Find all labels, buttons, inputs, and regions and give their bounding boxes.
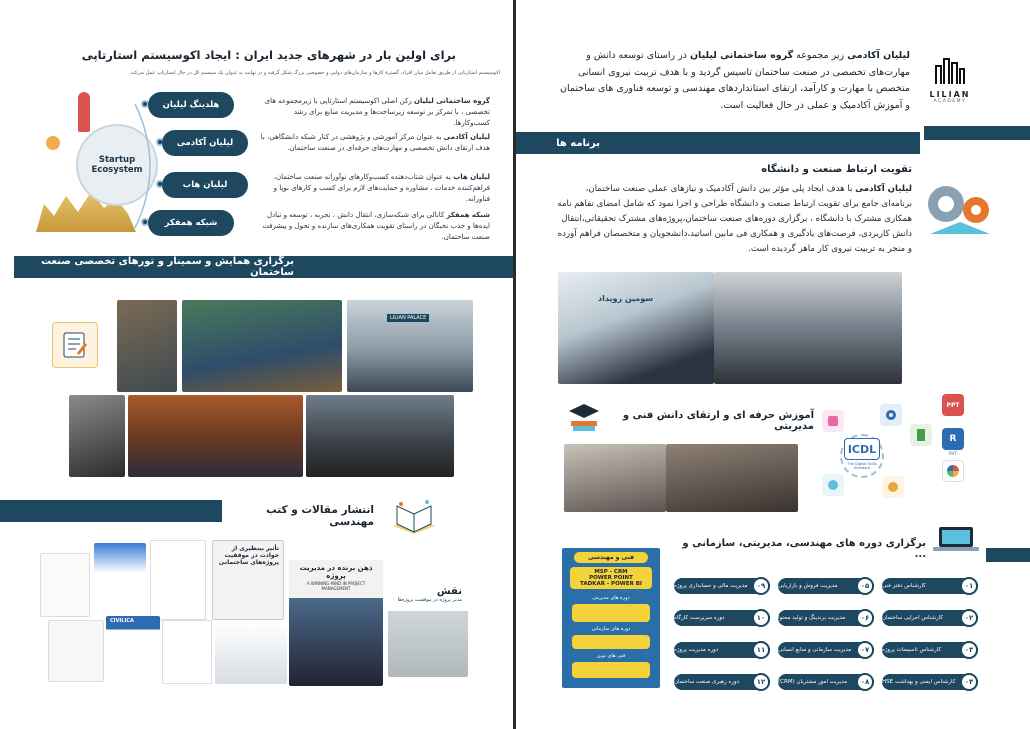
doc-article-page-3 [215, 622, 287, 684]
course-pill [778, 578, 874, 594]
document-icon [910, 424, 932, 446]
icdl-sub: The Digital Skills Standard [847, 462, 877, 470]
course-number: ۰۲ [960, 609, 978, 627]
intro-bold-2: گروه ساختمانی لیلیان [689, 50, 794, 61]
doc-civilica [106, 616, 160, 684]
revit-label: R [949, 434, 957, 444]
cover-article-1 [212, 540, 284, 620]
articles-section-title: انتشار مقالات و کتب مهندسی [266, 504, 374, 528]
book-icon [386, 494, 442, 538]
desc-bold: لیلیان آکادمی [443, 133, 490, 141]
intro-text-1: زیر مجموعه [796, 50, 845, 61]
cover-role [388, 583, 468, 677]
ecosystem-desc-network [258, 210, 490, 243]
programs-bar [516, 132, 920, 154]
photo-construction-site [117, 300, 177, 392]
cover-subtitle: مدیر پروژه در موفقیت پروژه‌ها [397, 597, 462, 603]
course-pill [674, 578, 770, 594]
course-number: ۰۴ [960, 673, 978, 691]
doc-journal [94, 543, 146, 617]
course-pill [778, 642, 874, 658]
ecosystem-subtitle: اکوسیستم استارتاپی از طریق تعامل میان افراد، گسترهٔ کارها و سازمان‌های دولتی و خصوصی بزرگ شکل گرفته و در نهایت به عنوان یک سیستم کل در حال استارتاپ عمل می‌کند. [129, 70, 500, 76]
course-label: دوره رهبری صنعت ساختمان [674, 679, 740, 685]
course-label: کارشناس اجرایی ساختمان [882, 615, 943, 621]
gear-icon [880, 404, 902, 426]
desc-bold: لیلیان هاب [453, 173, 490, 181]
powerpoint-label: PPT [946, 401, 960, 409]
poster-software-item: TADKAR - POWER BI [580, 581, 642, 587]
doc-certificate [40, 553, 90, 617]
icdl-icon [844, 438, 880, 460]
gears-icon [918, 176, 1002, 240]
courses-poster [562, 548, 660, 688]
ecosystem-center-label: Startup Ecosystem [91, 155, 143, 175]
pill-academy: لیلیان آکادمی [162, 130, 248, 156]
course-number: ۰۱ [960, 577, 978, 595]
photo-building-palace [347, 300, 473, 392]
intro-bold-1: لیلیان آکادمی [847, 50, 910, 61]
desc-text: به عنوان مرکز آموزشی و پژوهشی در کنار شبکه دانشگاهی، با هدف ارتقای دانش تخصصی و مهارت‌های حرفه‌ای در صنعت ساختمان. [260, 133, 490, 152]
course-number: ۰۶ [856, 609, 874, 627]
desc-text: به عنوان شتاب‌دهنده کسب‌وکارهای نوآورانه صنعت ساختمان، فراهم‌کننده خدمات ، مشاوره و حمایت‌های لازم برای کسب و کارهای نوپا و فناورانه. [273, 173, 490, 203]
photo-award-ceremony [182, 300, 342, 392]
cover-title: CIVILICA [110, 618, 134, 624]
section-industry-university-body [556, 182, 912, 257]
logo-sub: ACADEMY [933, 99, 967, 104]
course-pill [674, 642, 770, 658]
poster-org: دوره های سازمانی [591, 626, 631, 632]
photo-site-tour [306, 395, 454, 477]
course-label: کارشناس تاسیسات پروژه [882, 647, 942, 653]
poster-mid: دوره های مدیریتی [592, 595, 630, 601]
logo-accent-bar [924, 126, 1030, 140]
cover-title: ذهن برنده در مدیریت پروژه [299, 564, 373, 580]
graduation-books-icon [564, 398, 604, 434]
poster-mid-box [572, 604, 650, 622]
course-number: ۰۸ [856, 673, 874, 691]
ecosystem-desc-holding [258, 96, 490, 129]
programs-bar-title: برنامه ها [556, 137, 600, 149]
course-number: ۰۷ [856, 641, 874, 659]
icdl-label: ICDL [847, 442, 877, 456]
building-sign: LILIAN PALACE [387, 314, 429, 322]
cover-winning-mind [289, 560, 383, 686]
articles-section-bar-left [0, 500, 222, 522]
poster-tech-box [572, 662, 650, 678]
poster-org-box [572, 635, 650, 649]
ecosystem-desc-hub [258, 172, 490, 205]
course-label: مدیریت سازمانی و منابع انسانی [778, 647, 852, 653]
course-label: دوره مدیریت پروژه [674, 647, 719, 653]
poster-head: فنی و مهندسی [574, 552, 648, 563]
course-label: مدیریت مالی و حسابداری پروژه [674, 583, 748, 589]
doc-paper [48, 620, 104, 682]
pill-network: شبکه همفکر [148, 210, 234, 236]
course-label: مدیریت امور مشتریان (CRM) [778, 679, 848, 685]
software-icons-cluster [822, 394, 972, 504]
event-banner: سومین رویداد [598, 294, 654, 303]
desc-text: کانالی برای شبکه‌سازی، انتقال دانش ، تجربه ، توسعه و تبادل ایده‌ها و جذب نخبگان در راستای تقویت همکاری‌های سازنده و تحول و پیشرفت صنعت ساختمان. [262, 211, 490, 241]
photo-speaker [69, 395, 125, 477]
photo-classroom-1 [564, 444, 666, 512]
photo-classroom-2 [666, 444, 798, 512]
network-icon [822, 474, 844, 496]
course-number: ۰۹ [752, 577, 770, 595]
ecosystem-title: برای اولین بار در شهرهای جدید ایران : ایجاد اکوسیستم استارتاپی [81, 48, 456, 62]
course-number: ۰۵ [856, 577, 874, 595]
section-industry-university-title: تقویت ارتباط صنعت و دانشگاه [761, 164, 912, 175]
course-label: مدیریت برندینگ و تولید محتوا [778, 615, 846, 621]
intro-paragraph [560, 48, 910, 115]
globe-icon [882, 476, 904, 498]
cover-title: تأثیر بینظیری از حوادث در موفقیت پروژه‌های ساختمانی [218, 545, 279, 566]
course-number: ۱۲ [752, 673, 770, 691]
poster-tech: فنی های نوین [596, 653, 626, 659]
course-pill [882, 578, 978, 594]
course-label: کارشناس دفتر فنی [882, 583, 926, 589]
ecosystem-desc-academy [258, 132, 490, 154]
course-number: ۱۱ [752, 641, 770, 659]
logo-name: LILIAN [929, 90, 971, 99]
course-pill [882, 674, 978, 690]
course-pill [674, 610, 770, 626]
course-pill [778, 610, 874, 626]
lilian-academy-logo [918, 54, 982, 114]
laptop-icon [928, 524, 984, 556]
building-icon [933, 54, 967, 86]
doc-article-page-2 [162, 620, 212, 684]
pill-hub: لیلیان هاب [162, 172, 248, 198]
events-section-title: برگزاری همایش و سمینار و تورهای تخصصی صنعت ساختمان [40, 256, 294, 278]
events-section-bar [14, 256, 514, 278]
pill-holding: هلدینگ لیلیان [148, 92, 234, 118]
poster-software-list [570, 567, 652, 589]
course-number: ۰۳ [960, 641, 978, 659]
photos-app-icon [942, 460, 964, 482]
design-tools-icon [822, 410, 844, 432]
course-label: کارشناس ایمنی و بهداشت HSE [882, 679, 956, 685]
section1-text: با هدف ایجاد پلی مؤثر بین دانش آکادمیک و نیازهای عملی صنعت ساختمان، برنامه‌ای جامع برای تقویت ارتباط صنعت و دانشگاه طراحی و اجرا نمود که شامل امضای تفاهم نامه همکاری مشترک با دانشگاه ، برگزاری دوره‌های صنعت ساختمان،پروژه‌های مشترک تحقیقاتی،انتقال دانش کاربردی، فرصت‌های یادگیری و همکاری فی مابین اساتید،دانشجویان و متخصصان فراهم آورده و منجر به تربیت نیروی کار ماهر گردیده است. [557, 184, 912, 255]
section-professional-training-title: آموزش حرفه ای و ارتقای دانش فنی و مدیریتی [622, 410, 814, 432]
left-page [0, 0, 514, 729]
poster-software-item: MSP - CRM [594, 569, 628, 575]
section-courses-title: برگزاری دوره های مهندسی، مدیریتی، سازمانی و ... [682, 538, 926, 560]
revit-sub: RVT [949, 451, 957, 456]
course-pill [778, 674, 874, 690]
section1-bold: لیلیان آکادمی [855, 184, 912, 194]
cover-subtitle: A WINNING MIND IN PROJECT MANAGEMENT [306, 581, 366, 591]
course-pill [882, 642, 978, 658]
courses-accent-bar [986, 548, 1030, 562]
course-number: ۱۰ [752, 609, 770, 627]
poster-software-item: POWER POINT [589, 575, 633, 581]
intro-text-2: در راستای توسعه دانش و مهارت‌های تخصصی در صنعت ساختمان تاسیس گردید و با هدف تربیت نیروی انسانی متخصص با مهارت و کارآمد، ارتقای استانداردهای مهندسی و توسعه فناوری های ساختمان و آموزش آکادمیک و عملی در حال فعالیت است. [560, 50, 910, 111]
photo-seminar-hall [128, 395, 303, 477]
doc-article-page [150, 540, 206, 620]
powerpoint-icon [942, 394, 964, 416]
right-page [516, 0, 1030, 729]
photo-mou-signing [558, 272, 714, 384]
revit-icon [942, 428, 964, 450]
desc-bold: شبکه همفکر [446, 211, 490, 219]
checklist-icon [52, 322, 98, 368]
photo-group-outdoor [714, 272, 902, 384]
course-pill [882, 610, 978, 626]
cover-title: نقش [436, 586, 462, 597]
desc-bold: گروه ساختمانی لیلیان [413, 97, 490, 105]
desc-text: رکن اصلی اکوسیستم استارتاپی با زیرمجموعه های تخصصی ، با تمرکز بر توسعه زیرساخت‌ها و مدیریت منابع برای رشد کسب‌وکارها. [264, 97, 490, 127]
course-pill [674, 674, 770, 690]
course-label: دوره سرپرست کارگاه [674, 615, 725, 621]
course-label: مدیریت فروش و بازاریابی [778, 583, 838, 589]
